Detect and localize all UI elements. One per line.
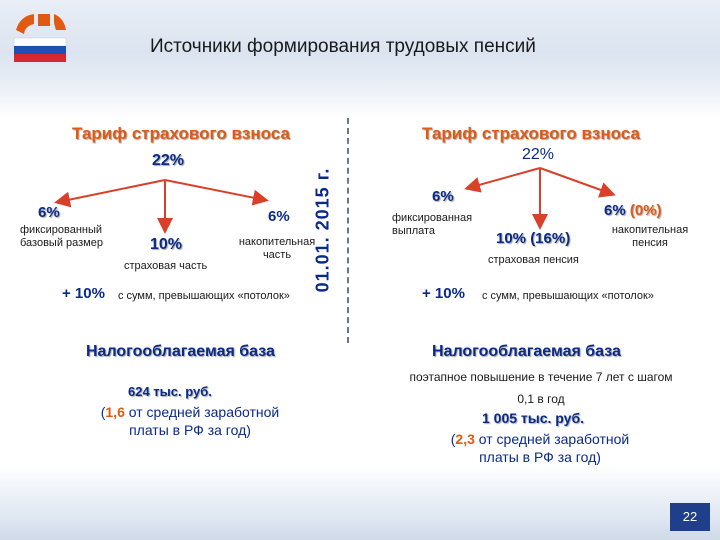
date-label: 01.01. 2015 г. xyxy=(312,167,333,293)
left-insurance-pct: 10% xyxy=(150,236,183,253)
left-tariff-title: Тариф страхового взноса xyxy=(72,124,290,143)
page-title: Источники формирования трудовых пенсий xyxy=(150,36,536,57)
right-extra-label: с сумм, превышающих «потолок» xyxy=(482,290,654,302)
left-extra-label: с сумм, превышающих «потолок» xyxy=(118,290,290,302)
right-base-amount: 1 005 тыс. руб. xyxy=(482,410,584,426)
footer-band xyxy=(0,465,720,540)
arrow-left-funded xyxy=(165,180,265,200)
left-funded-pct: 6% xyxy=(268,208,290,225)
left-fixed-label: фиксированный базовый размер xyxy=(20,224,103,249)
right-fixed-pct: 6% xyxy=(432,188,454,205)
right-base-title: Налогооблагаемая база xyxy=(432,343,621,360)
left-tariff-rate: 22% xyxy=(152,152,185,169)
right-funded-label: накопительная пенсия xyxy=(611,224,689,249)
right-base-open: ( xyxy=(450,431,456,447)
right-extra-pct: + 10% xyxy=(422,285,465,302)
right-phase-note: поэтапное повышение в течение 7 лет с шагом 0,1 в год xyxy=(409,370,673,406)
right-tariff-rate: 22% xyxy=(522,146,555,163)
left-base-title: Налогооблагаемая база xyxy=(86,343,275,360)
left-base-amount: 624 тыс. руб. xyxy=(128,384,212,399)
arrow-right-fixed xyxy=(468,168,540,188)
right-funded-pct-paren: (0%) xyxy=(629,202,662,219)
right-base-ratio: 2,3 xyxy=(455,431,475,447)
right-base-rest1: от средней заработной xyxy=(474,431,630,447)
right-funded-pct-wrap xyxy=(604,202,662,219)
arrow-left-fixed xyxy=(58,180,165,202)
right-base-rest2: платы в РФ за год) xyxy=(479,449,601,465)
left-fixed-pct: 6% xyxy=(38,204,60,221)
left-base-rest2: платы в РФ за год) xyxy=(129,422,251,438)
period-divider xyxy=(347,118,349,343)
arrow-right-funded xyxy=(540,168,612,194)
right-funded-pct: 6% xyxy=(604,202,626,219)
left-base-open: ( xyxy=(100,404,106,420)
left-base-ratio: 1,6 xyxy=(105,404,125,420)
right-fixed-label: фиксированная выплата xyxy=(392,212,473,237)
left-base-rest1: от средней заработной xyxy=(124,404,280,420)
left-base-ratio-text xyxy=(60,403,320,439)
left-funded-label: накопительная часть xyxy=(238,236,316,261)
left-insurance-label: страховая часть xyxy=(124,260,208,272)
right-tariff-title: Тариф страхового взноса xyxy=(422,124,640,143)
right-insurance-label: страховая пенсия xyxy=(488,254,579,266)
left-extra-pct: + 10% xyxy=(62,285,105,302)
right-insurance-pct: 10% (16%) xyxy=(496,230,571,247)
page-number: 22 xyxy=(682,509,698,524)
right-base-ratio-text xyxy=(410,430,670,466)
